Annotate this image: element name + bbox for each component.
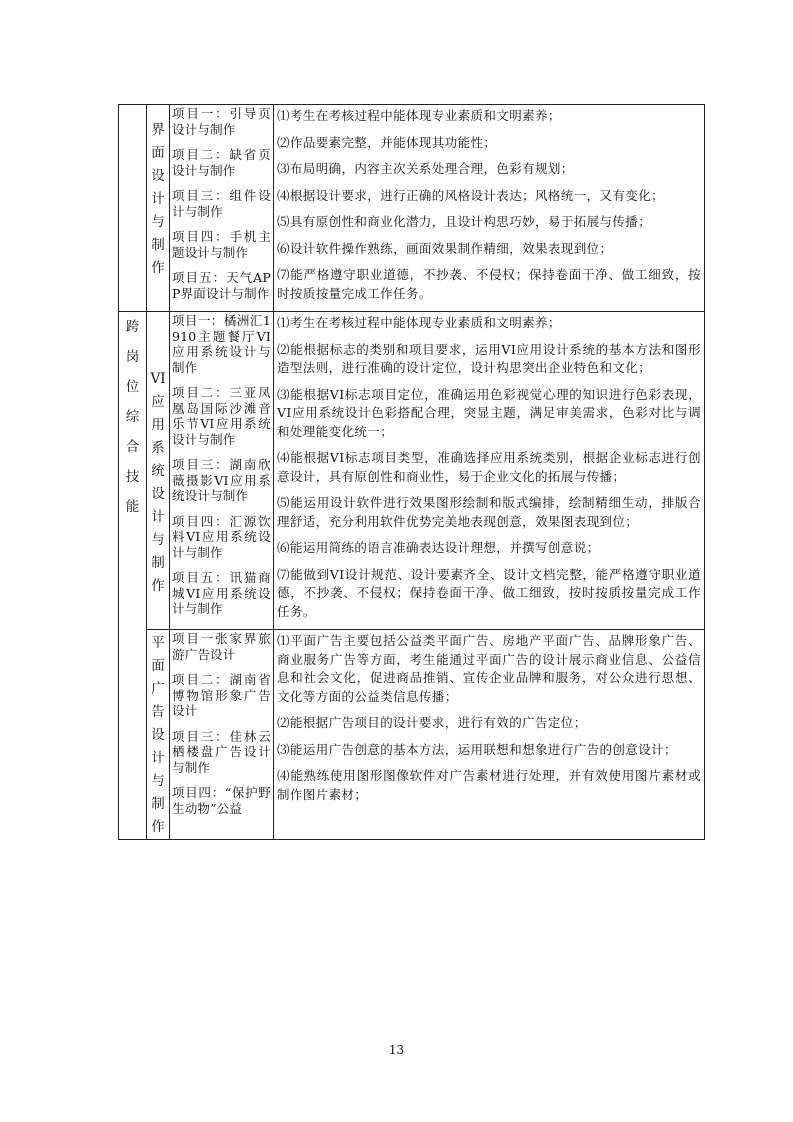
page-number: 13 xyxy=(388,1043,405,1057)
project-item: 项目四：“保护野生动物”公益 xyxy=(172,785,271,816)
requirement-item: ⑺能做到VI设计规范、设计要素齐全、设计文档完整，能严格遵守职业道德，不抄袭、不侵权；保持卷面干净、做工细致，按时按质按量完成工作任务。 xyxy=(277,566,701,619)
requirement-item: ⑸具有原创性和商业化潜力，且设计构思巧妙，易于拓展与传播； xyxy=(277,214,652,229)
requirement-item: ⑶布局明确，内容主次关系处理合理，色彩有规划； xyxy=(277,161,574,176)
table-row-section-1 xyxy=(119,105,705,312)
requirement-item: ⑴考生在考核过程中能体现专业素质和文明素养； xyxy=(277,108,561,123)
requirement-item: ⑴平面广告主要包括公益类平面广告、房地产平面广告、品牌形象广告、商业服务广告等方面，考生能通过平面广告的设计展示商业信息、公益信息和社会文化，促进商品推销、宣传企业品牌和服务，对公众进行思想、文化等方面的公益类信息传播； xyxy=(277,633,701,704)
project-item: 项目四：手机主题设计与制作 xyxy=(172,229,271,260)
table-row-section-3 xyxy=(119,630,705,840)
project-item: 项目二：湖南省博物馆形象广告设计 xyxy=(172,672,271,718)
requirement-item: ⑷根据设计要求，进行正确的风格设计表达；风格统一，又有变化； xyxy=(277,187,665,203)
project-item: 项目三：组件设计与制作 xyxy=(172,188,271,219)
project-item: 项目一：橘洲汇1910主题餐厅VI应用系统设计与制作 xyxy=(172,313,271,375)
project-list-cell xyxy=(170,105,274,312)
requirement-item: ⑺能严格遵守职业道德，不抄袭、不侵权；保持卷面干净、做工细致，按时按质按量完成工作任务。 xyxy=(277,267,701,301)
project-item: 项目一张家界旅游广告设计 xyxy=(172,631,271,662)
requirements-cell xyxy=(274,105,705,312)
requirement-item: ⑵能根据广告项目的设计要求，进行有效的广告定位； xyxy=(277,715,587,730)
module-title: VI应用系统设计与制作 xyxy=(150,371,166,594)
project-item: 项目四：汇源饮料VI应用系统设计与制作 xyxy=(172,513,271,560)
module-title-cell xyxy=(147,630,170,840)
blank-category-cell xyxy=(119,105,147,312)
requirements-cell xyxy=(274,312,705,630)
project-list-cell xyxy=(170,630,274,840)
requirement-item: ⑷能熟练使用图形图像软件对广告素材进行处理，并有效使用图片素材或制作图片素材； xyxy=(277,768,701,802)
requirement-item: ⑹设计软件操作熟练，画面效果制作精细，效果表现到位； xyxy=(277,240,613,256)
project-item: 项目五：讯猫商城VI应用系统设计与制作 xyxy=(172,570,271,616)
requirement-item: ⑵作品要素完整，并能体现其功能性； xyxy=(277,134,497,150)
module-title-cell xyxy=(147,105,170,312)
requirement-item: ⑶能运用广告创意的基本方法，运用联想和想象进行广告的创意设计； xyxy=(277,741,677,757)
requirement-item: ⑹能运用简练的语言准确表达设计理想，并撰写创意说； xyxy=(277,540,600,555)
project-item: 项目二：缺省页设计与制作 xyxy=(172,147,271,178)
project-item: 项目三：佳林云栖楼盘广告设计与制作 xyxy=(172,728,271,775)
project-item: 项目三：湖南欣薇摄影VI应用系统设计与制作 xyxy=(172,457,271,503)
requirement-item: ⑶能根据VI标志项目定位，准确运用色彩视觉心理的知识进行色彩表现，VI应用系统设计色彩搭配合理，突显主题，满足审美需求，色彩对比与调和处理能变化统一； xyxy=(277,386,701,439)
requirement-item: ⑷能根据VI标志项目类型，准确选择应用系统类别，根据企业标志进行创意设计，具有原创性和商业性，易于企业文化的拓展与传播； xyxy=(277,450,701,484)
project-item: 项目二：三亚凤凰岛国际沙滩音乐节VI应用系统设计与制作 xyxy=(172,385,271,447)
project-item: 项目五：天气APP界面设计与制作 xyxy=(172,270,271,301)
table-row-section-2 xyxy=(119,312,705,630)
requirement-item: ⑸能运用设计软件进行效果图形绘制和版式编排，绘制精细生动，排版合理舒适，充分利用软件优势完美地表现创意，效果图表现到位； xyxy=(277,495,701,529)
assessment-table xyxy=(118,104,705,840)
module-title: 界面设计与制作 xyxy=(151,122,165,276)
requirement-item: ⑵能根据标志的类别和项目要求，运用VI应用设计系统的基本方法和图形造型法则，进行准确的设计定位，设计构思突出企业特色和文化； xyxy=(277,341,701,375)
category-cell xyxy=(119,312,147,840)
module-title: 平面广告设计与制作 xyxy=(151,635,165,835)
requirement-item: ⑴考生在考核过程中能体现专业素质和文明素养； xyxy=(277,315,561,330)
requirements-cell xyxy=(274,630,705,840)
project-item: 项目一：引导页设计与制作 xyxy=(172,106,271,137)
project-list-cell xyxy=(170,312,274,630)
category-title: 跨岗位综合技能 xyxy=(125,319,140,515)
module-title-cell xyxy=(147,312,170,630)
